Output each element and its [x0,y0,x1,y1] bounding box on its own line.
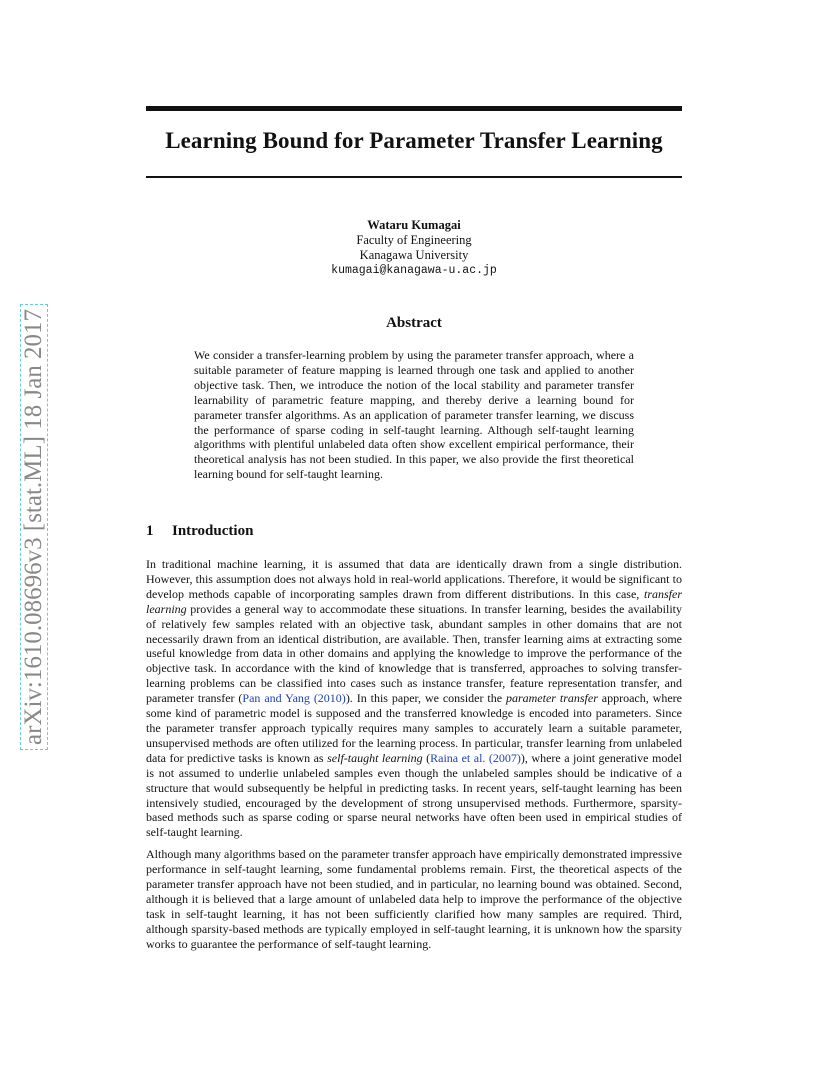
intro-paragraph-2: Although many algorithms based on the parameter transfer approach have empirically demonstrated impressive performance in self-taught learning, some fundamental problems remain. First, the theoretical aspects of the parameter transfer approach have not been studied, and in particular, no learning bound was obtained. Second, although it is believed that a large amount of unlabeled data help to improve the performance of the objective task in self-taught learning, it has not been sufficiently clarified how many samples are required. Third, although sparsity-based methods are typically employed in self-taught learning, it is unknown how the sparsity works to guarantee the performance of self-taught learning. [146,847,682,951]
title-rule-top [146,106,682,111]
intro-text: ), where a joint generative model is not assumed to underlie unlabeled samples even though the unlabeled samples should be indicative of a structure that would subsequently be helpful in predicting tasks. In recent years, self-taught learning has been intensively studied, encouraged by the development of strong unsupervised methods. Furthermore, sparsity-based methods such as sparse coding or sparse neural networks have often been used in empirical studies of self-taught learning. [146,750,682,840]
intro-text: ( [422,750,431,765]
intro-emphasis: transfer learning [146,586,682,616]
intro-paragraph-1 [146,557,682,840]
abstract-heading: Abstract [386,315,442,331]
author-affiliation-2: Kanagawa University [359,248,469,262]
arxiv-stamp-text: arXiv:1610.08696v3 [stat.ML] 18 Jan 2017 [20,304,48,750]
introduction-body [146,557,682,959]
intro-emphasis: parameter transfer [505,691,598,706]
intro-text: provides a general way to accommodate these situations. In transfer learning, besides the availability of relatively few samples related with an objective task, abundant samples in other domains that are not necessarily drawn from an identical distribution, are available. Then, transfer learning aims at extracting some useful knowledge from data in other domains and applying the knowledge to improve the performance of the objective task. In accordance with the kind of knowledge that is transferred, approaches to solving transfer-learning problems can be classified into cases such as instance transfer, feature representation transfer, and parameter transfer ( [146,601,682,706]
section-title: Introduction [172,523,254,539]
citation-link[interactable]: Pan and Yang (2010) [242,691,346,706]
intro-text: ). In this paper, we consider the [345,691,506,706]
intro-emphasis: self-taught learning [327,750,423,765]
title-rule-bottom [146,176,682,178]
paper-title: Learning Bound for Parameter Transfer Learning [165,128,663,153]
author-affiliation-1: Faculty of Engineering [356,233,472,247]
author-email: kumagai@kanagawa-u.ac.jp [331,264,497,277]
section-number: 1 [146,523,154,539]
author-name: Wataru Kumagai [367,218,461,232]
intro-text: In traditional machine learning, it is assumed that data are identically drawn from a single distribution. However, this assumption does not always hold in real-world applications. Therefore, it would be significant to develop methods capable of incorporating samples drawn from different distributions. In this case, [146,557,682,601]
arxiv-stamp-container [18,250,50,750]
citation-link[interactable]: Raina et al. (2007) [430,750,521,765]
abstract-text: We consider a transfer-learning problem by using the parameter transfer approach, where a suitable parameter of feature mapping is learned through one task and applied to another objective task. Then, we introduce the notion of the local stability and parameter transfer learnability of parametric feature mapping, and thereby derive a learning bound for parameter transfer algorithms. As an application of parameter transfer learning, we discuss the performance of sparse coding in self-taught learning. Although self-taught learning algorithms with plentiful unlabeled data often show excellent empirical performance, their theoretical analysis has not been studied. In this paper, we also provide the first theoretical learning bound for self-taught learning. [194,348,634,482]
arxiv-stamp [18,250,50,750]
intro-text: approach, where some kind of parametric model is supposed and the transferred knowledge is encoded into parameters. Since the parameter transfer approach typically requires many samples to accurately learn a suitable parameter, unsupervised methods are often utilized for the learning process. In particular, transfer learning from unlabeled data for predictive tasks is known as [146,691,682,765]
section-heading [146,523,253,540]
author-block [146,218,682,278]
